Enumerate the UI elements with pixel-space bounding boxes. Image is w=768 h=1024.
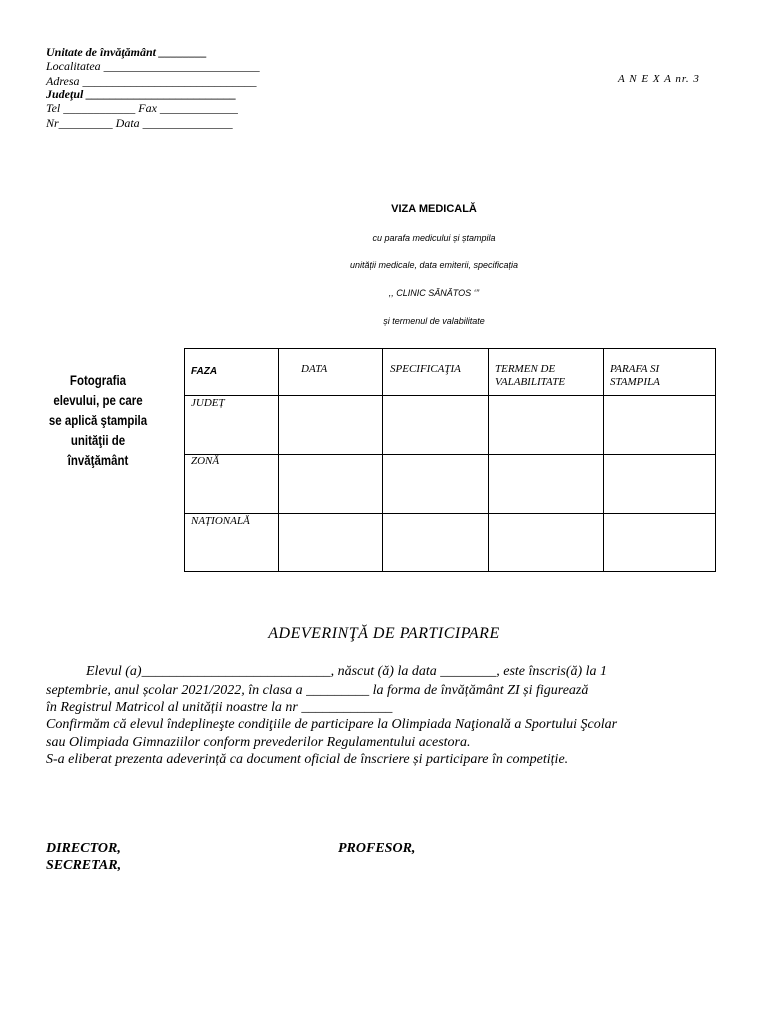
adeverinta-title: ADEVERINŢĂ DE PARTICIPARE bbox=[268, 625, 500, 642]
table-row-nationala: NAȚIONALĂ bbox=[191, 515, 250, 527]
table-row-judet: JUDEȚ bbox=[191, 397, 225, 409]
medical-table bbox=[184, 348, 716, 572]
field-localitatea: Localitatea __________________________ bbox=[46, 59, 260, 73]
table-col-divider bbox=[278, 349, 279, 571]
table-header-parafa: PARAFA SI STAMPILA bbox=[610, 363, 660, 388]
paragraph-line: Elevul (a)___________________________, născut (ă) la data ________, este înscris(ă) la 1 bbox=[86, 664, 608, 679]
viza-line-3: ,, CLINIC SĂNĂTOS ‘’’ bbox=[388, 288, 480, 298]
paragraph-line: septembrie, anul școlar 2021/2022, în clasa a _________ la forma de învățământ ZI și figurează bbox=[46, 683, 589, 698]
table-row-divider bbox=[185, 454, 715, 455]
paragraph-line: în Registrul Matricol al unității noastre la nr _____________ bbox=[46, 700, 393, 715]
paragraph-line: sau Olimpiada Gimnaziilor conform prevederilor Regulamentului acestora. bbox=[46, 735, 471, 750]
table-col-divider bbox=[488, 349, 489, 571]
table-header-termen: TERMEN DE VALABILITATE bbox=[495, 363, 566, 388]
viza-title: VIZA MEDICALĂ bbox=[391, 203, 477, 215]
field-tel-fax: Tel ____________ Fax _____________ bbox=[46, 101, 238, 115]
table-row-divider bbox=[185, 513, 715, 514]
paragraph-line: S-a eliberat prezenta adeverință ca document oficial de înscriere și participare în competiție. bbox=[46, 752, 569, 767]
signature-secretar: SECRETAR, bbox=[46, 858, 122, 873]
paragraph-line: Confirmăm că elevul îndeplineşte condiţiile de participare la Olimpiada Naţională a Sportului Şcolar bbox=[46, 717, 618, 732]
field-judetul: Judeţul _________________________ bbox=[46, 87, 237, 101]
table-col-divider bbox=[382, 349, 383, 571]
viza-line-1: cu parafa medicului și ștampila bbox=[372, 233, 496, 243]
photo-caption: Fotografia elevului, pe care se aplică ştampila unităţii de învăţământ bbox=[48, 372, 148, 468]
table-col-divider bbox=[603, 349, 604, 571]
table-header-faza: FAZA bbox=[191, 366, 218, 377]
viza-line-4: și termenul de valabilitate bbox=[383, 316, 485, 326]
field-adresa: Adresa _____________________________ bbox=[46, 74, 257, 88]
signature-director: DIRECTOR, bbox=[46, 841, 121, 856]
table-header-specificatia: SPECIFICAŢIA bbox=[390, 363, 461, 375]
viza-line-2: unității medicale, data emiterii, specificația bbox=[349, 260, 519, 270]
table-header-data: DATA bbox=[301, 363, 328, 375]
table-row-divider bbox=[185, 395, 715, 396]
field-nr-data: Nr_________ Data _______________ bbox=[46, 116, 233, 130]
annex-label: A N E X A nr. 3 bbox=[618, 73, 700, 85]
signature-profesor: PROFESOR, bbox=[338, 841, 416, 856]
table-row-zona: ZONĂ bbox=[191, 455, 220, 467]
field-unitate: Unitate de învăţământ ________ bbox=[46, 45, 208, 59]
